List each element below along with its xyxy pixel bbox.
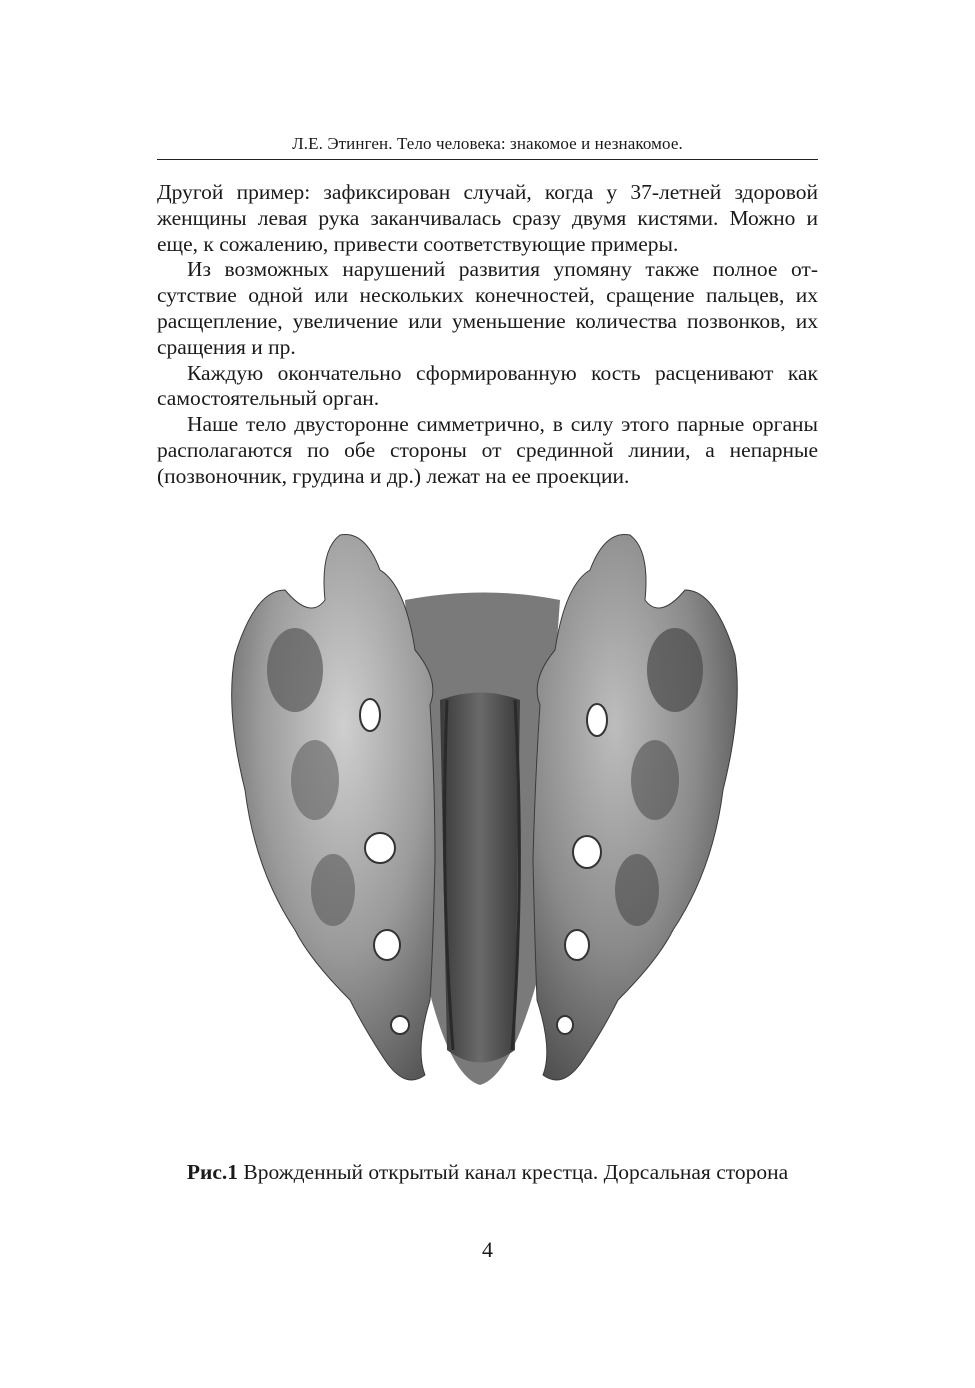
figure-caption-text: Врожденный открытый канал крестца. Дорсальная сторона bbox=[243, 1160, 789, 1184]
paragraph-4: Наше тело двусторонне симметрично, в силу этого парные органы располагаются по обе стороны от срединной линии, а непарные (позвоночник, грудина и др.) лежат на ее проекции. bbox=[157, 412, 818, 488]
paragraph-3: Каждую окончательно сформированную кость расценивают как самостоятельный орган. bbox=[157, 360, 818, 411]
header-rule bbox=[157, 159, 818, 160]
figure-label: Рис.1 bbox=[186, 1160, 239, 1184]
sacrum-illustration bbox=[215, 530, 755, 1110]
running-head: Л.Е. Этинген. Тело человека: знакомое и незнакомое. bbox=[292, 134, 683, 153]
figure-caption bbox=[157, 1160, 818, 1185]
body-text bbox=[157, 180, 818, 490]
paragraph-1: Другой пример: зафиксирован случай, когда у 37-летней здоровой женщины левая рука заканчивалась сразу двумя кистями. Можно и еще, к сожалению, привести соответствующие примеры. bbox=[157, 180, 818, 256]
page-number: 4 bbox=[482, 1237, 493, 1262]
sacrum-figure bbox=[215, 530, 755, 1110]
paragraph-2: Из возможных нарушений развития упомяну также полное отсутствие одной или нескольких конечностей, сращение пальцев, их расщепление, увеличение или уменьшение количества позвонков, их сращения и пр. bbox=[157, 257, 818, 359]
